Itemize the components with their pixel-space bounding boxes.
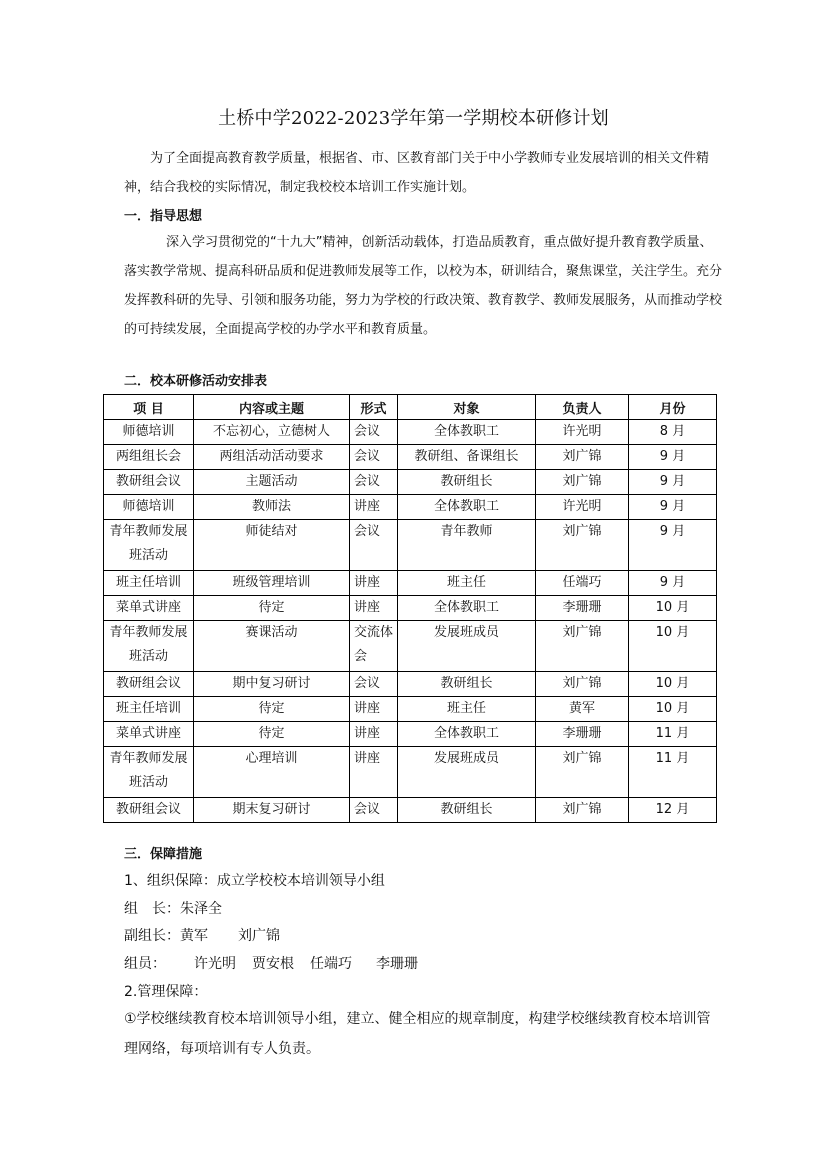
table-row <box>104 621 717 672</box>
row-form-cell: 讲座 <box>350 495 398 520</box>
row-item-cell: 菜单式讲座 <box>104 596 194 621</box>
row-item-cell: 青年教师发展班活动 <box>104 747 194 798</box>
row-form-cell: 讲座 <box>350 596 398 621</box>
row-form-cell: 会议 <box>350 672 398 697</box>
row-target-cell: 教研组长 <box>398 470 536 495</box>
row-month-cell: 10 月 <box>629 596 717 621</box>
intro-paragraph: 为了全面提高教育教学质量，根据省、市、区教育部门关于中小学教师专业发展培训的相关文件精神，结合我校的实际情况，制定我校校本培训工作实施计划。 <box>124 151 710 195</box>
row-person-cell: 李珊珊 <box>536 596 629 621</box>
table-row <box>104 445 717 470</box>
row-person-cell: 刘广锦 <box>536 747 629 798</box>
row-topic-cell: 主题活动 <box>194 470 350 495</box>
row-person-cell: 许光明 <box>536 495 629 520</box>
section-heading-guiding-ideology: 一．指导思想 <box>124 209 203 224</box>
leader-line <box>124 898 222 918</box>
table-header-row <box>104 395 717 420</box>
table-row <box>104 520 717 571</box>
row-month-cell: 11 月 <box>629 722 717 747</box>
table-row <box>104 697 717 722</box>
row-topic-cell: 待定 <box>194 596 350 621</box>
header-target: 对象 <box>398 395 536 420</box>
members-label: 组员： <box>124 956 166 972</box>
table-row <box>104 672 717 697</box>
row-target-cell: 教研组长 <box>398 798 536 823</box>
table-row <box>104 747 717 798</box>
row-month-cell: 10 月 <box>629 697 717 722</box>
header-topic: 内容或主题 <box>194 395 350 420</box>
row-month-cell: 10 月 <box>629 621 717 672</box>
row-target-cell: 全体教职工 <box>398 495 536 520</box>
row-form-cell: 讲座 <box>350 747 398 798</box>
row-topic-cell: 心理培训 <box>194 747 350 798</box>
row-person-cell: 许光明 <box>536 420 629 445</box>
member-name: 许光明 <box>194 956 236 972</box>
row-item-cell: 师德培训 <box>104 420 194 445</box>
row-person-cell: 刘广锦 <box>536 445 629 470</box>
row-month-cell: 9 月 <box>629 571 717 596</box>
management-guarantee-line: 2.管理保障： <box>124 984 208 1000</box>
row-month-cell: 8 月 <box>629 420 717 445</box>
row-topic-cell: 期中复习研讨 <box>194 672 350 697</box>
row-topic-cell: 师徒结对 <box>194 520 350 571</box>
row-topic-cell: 教师法 <box>194 495 350 520</box>
row-topic-cell: 待定 <box>194 697 350 722</box>
table-row <box>104 420 717 445</box>
row-form-cell: 讲座 <box>350 722 398 747</box>
row-target-cell: 班主任 <box>398 571 536 596</box>
header-item: 项 目 <box>104 395 194 420</box>
row-person-cell: 任端巧 <box>536 571 629 596</box>
row-item-cell: 教研组会议 <box>104 470 194 495</box>
row-topic-cell: 赛课活动 <box>194 621 350 672</box>
row-target-cell: 青年教师 <box>398 520 536 571</box>
activity-schedule-table <box>103 394 717 823</box>
row-form-cell: 交流体会 <box>350 621 398 672</box>
row-item-cell: 菜单式讲座 <box>104 722 194 747</box>
member-name: 任端巧 <box>310 956 352 972</box>
row-target-cell: 教研组长 <box>398 672 536 697</box>
row-topic-cell: 期末复习研讨 <box>194 798 350 823</box>
row-person-cell: 李珊珊 <box>536 722 629 747</box>
row-topic-cell: 班级管理培训 <box>194 571 350 596</box>
row-target-cell: 教研组、备课组长 <box>398 445 536 470</box>
row-target-cell: 发展班成员 <box>398 747 536 798</box>
row-topic-cell: 待定 <box>194 722 350 747</box>
row-item-cell: 青年教师发展班活动 <box>104 621 194 672</box>
row-form-cell: 会议 <box>350 520 398 571</box>
row-person-cell: 刘广锦 <box>536 470 629 495</box>
row-item-cell: 教研组会议 <box>104 672 194 697</box>
row-month-cell: 9 月 <box>629 495 717 520</box>
row-item-cell: 师德培训 <box>104 495 194 520</box>
row-item-cell: 教研组会议 <box>104 798 194 823</box>
row-item-cell: 两组组长会 <box>104 445 194 470</box>
row-month-cell: 9 月 <box>629 445 717 470</box>
row-target-cell: 全体教职工 <box>398 722 536 747</box>
section-heading-activity-schedule: 二．校本研修活动安排表 <box>124 374 268 389</box>
row-month-cell: 9 月 <box>629 470 717 495</box>
guiding-ideology-paragraph: 深入学习贯彻党的“十九大”精神，创新活动载体，打造品质教育，重点做好提升教育教学质量、落实教学常规、提高科研品质和促进教师发展等工作，以校为本，研训结合，聚焦课堂，关注学生。充分发挥教科研的先导、引领和服务功能，努力为学校的行政决策、教育教学、教师发展服务，从而推动学校的可持续发展，全面提高学校的办学水平和教育质量。 <box>124 235 723 337</box>
row-topic-cell: 两组活动活动要求 <box>194 445 350 470</box>
table-body <box>104 420 717 823</box>
deputy-name: 黄军 <box>180 928 208 944</box>
row-month-cell: 11 月 <box>629 747 717 798</box>
table-row <box>104 722 717 747</box>
header-person: 负责人 <box>536 395 629 420</box>
row-month-cell: 10 月 <box>629 672 717 697</box>
row-form-cell: 讲座 <box>350 571 398 596</box>
row-form-cell: 会议 <box>350 798 398 823</box>
deputy-label: 副组长： <box>124 928 180 944</box>
table-row <box>104 470 717 495</box>
header-form: 形式 <box>350 395 398 420</box>
row-form-cell: 会议 <box>350 420 398 445</box>
management-measure-paragraph: ①学校继续教育校本培训领导小组，建立、健全相应的规章制度，构建学校继续教育校本培训管理网络，每项培训有专人负责。 <box>124 1011 711 1057</box>
row-month-cell: 9 月 <box>629 520 717 571</box>
row-form-cell: 讲座 <box>350 697 398 722</box>
leader-name: 朱泽全 <box>180 901 222 917</box>
row-target-cell: 全体教职工 <box>398 596 536 621</box>
row-person-cell: 刘广锦 <box>536 798 629 823</box>
deputy-name: 刘广锦 <box>238 928 280 944</box>
table-row <box>104 596 717 621</box>
document-title: 土桥中学2022-2023学年第一学期校本研修计划 <box>218 108 609 129</box>
section-heading-safeguards: 三．保障措施 <box>124 847 203 862</box>
row-target-cell: 班主任 <box>398 697 536 722</box>
row-month-cell: 12 月 <box>629 798 717 823</box>
row-person-cell: 刘广锦 <box>536 520 629 571</box>
row-topic-cell: 不忘初心，立德树人 <box>194 420 350 445</box>
row-item-cell: 班主任培训 <box>104 697 194 722</box>
header-month: 月份 <box>629 395 717 420</box>
leader-label: 组 长： <box>124 901 180 917</box>
member-name: 李珊珊 <box>376 956 418 972</box>
table-row <box>104 798 717 823</box>
member-name: 贾安根 <box>252 956 294 972</box>
table-row <box>104 571 717 596</box>
org-guarantee-line: 1、组织保障：成立学校校本培训领导小组 <box>124 873 385 889</box>
row-target-cell: 全体教职工 <box>398 420 536 445</box>
deputy-line <box>124 925 280 945</box>
row-person-cell: 刘广锦 <box>536 621 629 672</box>
members-line <box>124 953 418 973</box>
row-target-cell: 发展班成员 <box>398 621 536 672</box>
row-person-cell: 刘广锦 <box>536 672 629 697</box>
row-form-cell: 会议 <box>350 470 398 495</box>
table-row <box>104 495 717 520</box>
row-item-cell: 青年教师发展班活动 <box>104 520 194 571</box>
row-item-cell: 班主任培训 <box>104 571 194 596</box>
row-form-cell: 会议 <box>350 445 398 470</box>
row-person-cell: 黄军 <box>536 697 629 722</box>
